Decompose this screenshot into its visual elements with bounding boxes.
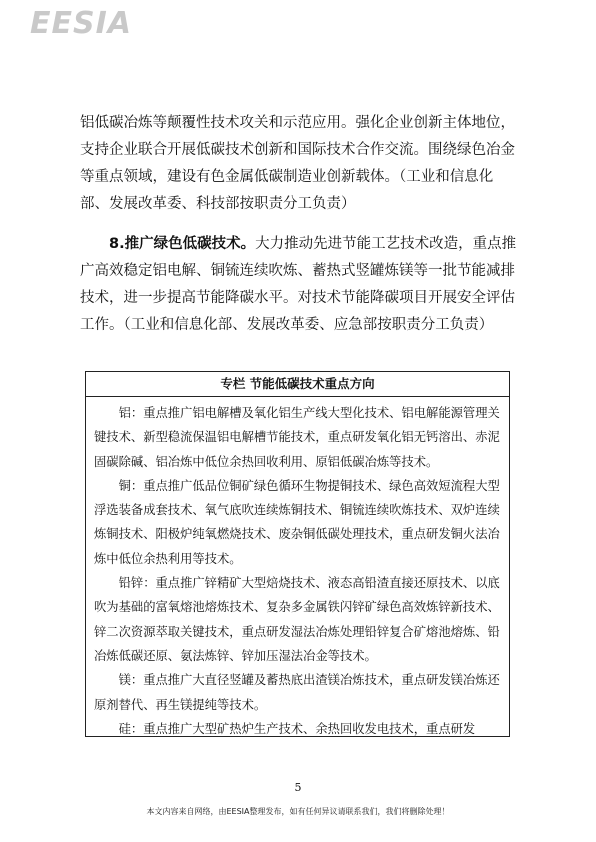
box-item-lead-zinc: 铅锌：重点推广锌精矿大型焙烧技术、液态高铅渣直接还原技术、以底吹为基础的富氧熔池熔炼技术、复杂多金属铁闪锌矿绿色高效炼锌新技术、锌二次资源萃取关键技术，重点研发湿法冶炼处理铅锌复合矿熔池熔炼、铅冶炼低碳还原、氨法炼锌、锌加压湿法冶金等技术。 [94, 576, 500, 663]
box-item-magnesium: 镁：重点推广大直径竖罐及蓄热底出渣镁冶炼技术，重点研发镁冶炼还原剂替代、再生镁提纯等技术。 [94, 673, 500, 712]
paragraph-2-text [80, 231, 520, 339]
box-item-copper: 铜：重点推广低品位铜矿绿色循环生物提铜技术、绿色高效短流程大型浮选装备成套技术、氧气底吹连续炼铜技术、铜锍连续吹炼技术、双炉连续炼铜技术、阳极炉纯氧燃烧技术、废杂铜低碳处理技术，重点研发铜火法冶炼中低位余热利用等技术。 [94, 478, 500, 566]
eesia-logo: EESIA [30, 6, 132, 41]
box-body [86, 397, 509, 737]
box-title: 专栏 节能低碳技术重点方向 [86, 372, 509, 397]
paragraph-1-text: 铝低碳冶炼等颠覆性技术攻关和示范应用。强化企业创新主体地位，支持企业联合开展低碳技术创新和国际技术合作交流。围绕绿色冶金等重点领域，建设有色金属低碳制造业创新载体。（工业和信息化部、发展改革委、科技部按职责分工负责） [80, 115, 515, 212]
box-item-silicon: 硅：重点推广大型矿热炉生产技术、余热回收发电技术，重点研发 [118, 721, 476, 736]
box-item-aluminum: 铝：重点推广铝电解槽及氧化铝生产线大型化技术、铝电解能源管理关键技术、新型稳流保温铝电解槽节能技术，重点研发氧化铝无钙溶出、赤泥固碳除碱、铝冶炼中低位余热回收利用、原铝低碳冶炼等技术。 [94, 406, 500, 469]
tech-column-box [85, 371, 510, 737]
paragraph-2-body: 大力推动先进节能工艺技术改造，重点推广高效稳定铝电解、铜锍连续吹炼、蓄热式竖罐炼镁等一批节能减排技术，进一步提高节能降碳水平。对技术节能降碳项目开展安全评估工作。（工业和信息化部、发展改革委、应急部按职责分工负责） [80, 236, 517, 333]
footer-disclaimer: 本文内容来自网络，由EESIA整理发布，如有任何异议请联系我们，我们将删除处理！ [146, 807, 450, 816]
paragraph-1 [80, 110, 520, 218]
paragraph-2 [80, 231, 520, 339]
paragraph-2-lead: 8.推广绿色低碳技术。 [109, 236, 256, 252]
page-number: 5 [294, 781, 302, 794]
